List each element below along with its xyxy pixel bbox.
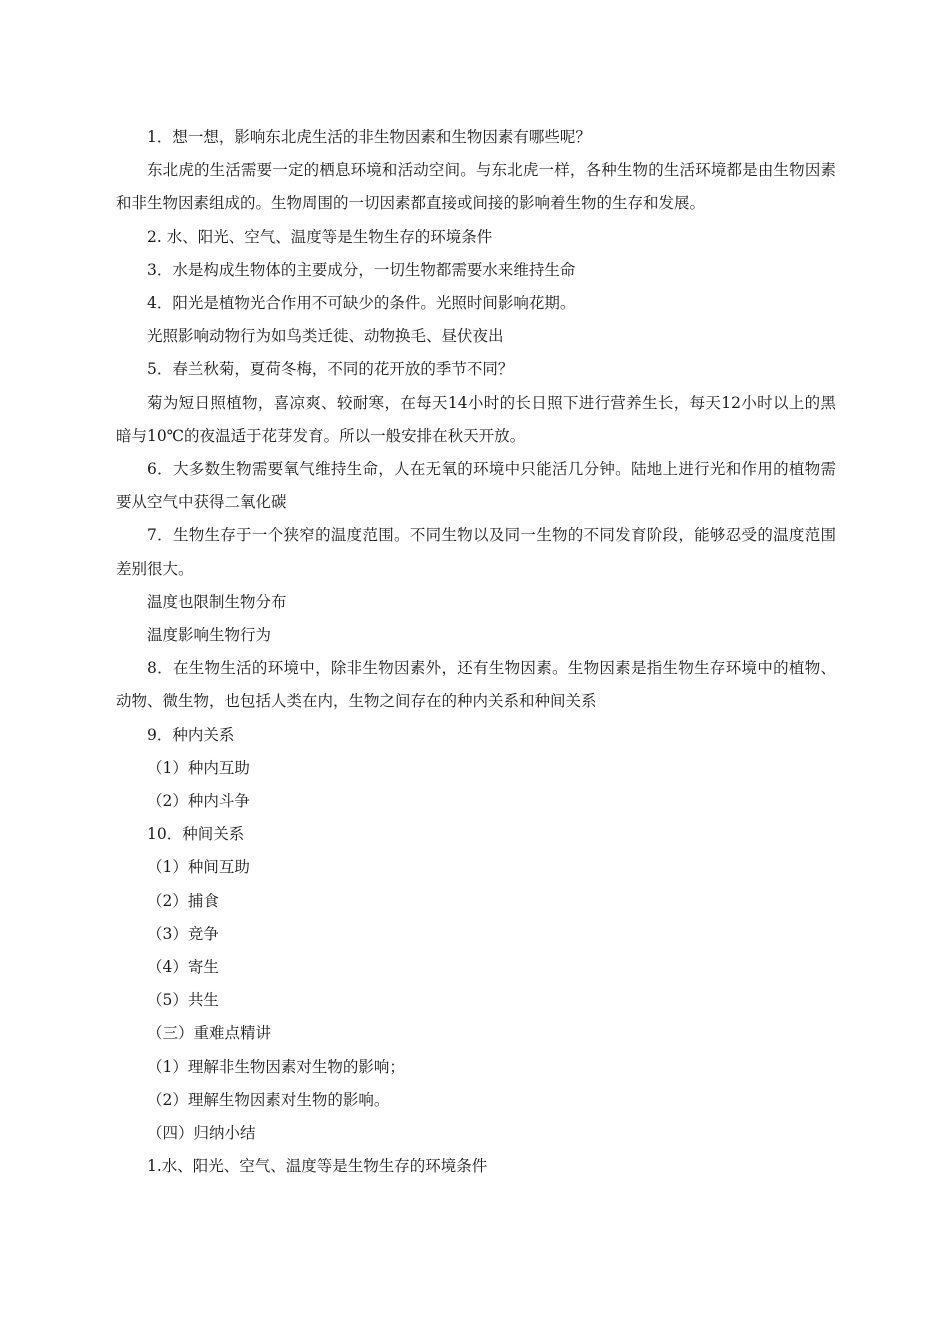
paragraph-point-3: 3．水是构成生物体的主要成分，一切生物都需要水来维持生命 — [147, 260, 576, 279]
paragraph-point-6: 6．大多数生物需要氧气维持生命，人在无氧的环境中只能活几分钟。陆地上进行光和作用的植物需要从空气中获得二氧化碳 — [116, 460, 836, 512]
paragraph-temp-distribution: 温度也限制生物分布 — [147, 592, 287, 611]
paragraph-point-10: 10．种间关系 — [147, 825, 245, 844]
paragraph-point-5: 5．春兰秋菊，夏荷冬梅，不同的花开放的季节不同？ — [147, 360, 514, 379]
paragraph-temp-behavior: 温度影响生物行为 — [147, 626, 272, 645]
list-item: （2）理解生物因素对生物的影响。 — [147, 1090, 390, 1109]
paragraph-summary-1: 1.水、阳光、空气、温度等是生物生存的环境条件 — [147, 1157, 488, 1176]
paragraph-chrysanthemum: 菊为短日照植物，喜凉爽、较耐寒，在每天14小时的长日照下进行营养生长，每天12小时以上的黑暗与10℃的夜温适于花芽发育。所以一般安排在秋天开放。 — [116, 393, 836, 445]
paragraph-point-4: 4．阳光是植物光合作用不可缺少的条件。光照时间影响花期。 — [147, 294, 576, 313]
list-item: （1）理解非生物因素对生物的影响； — [147, 1057, 405, 1076]
list-item: （1）种内互助 — [147, 758, 250, 777]
list-item: （4）寄生 — [147, 958, 219, 977]
paragraph-point-9: 9．种内关系 — [147, 725, 235, 744]
paragraph-point-8: 8．在生物生活的环境中，除非生物因素外，还有生物因素。生物因素是指生物生存环境中的植物、动物、微生物，也包括人类在内，生物之间存在的种内关系和种间关系 — [116, 659, 836, 711]
document-body — [116, 121, 836, 1184]
paragraph-light-animals: 光照影响动物行为如鸟类迁徙、动物换毛、昼伏夜出 — [147, 327, 504, 346]
list-item: （1）种间互助 — [147, 858, 250, 877]
list-item: （2）捕食 — [147, 891, 219, 910]
section-heading-key-points: （三）重难点精讲 — [147, 1024, 272, 1043]
paragraph-tiger-environment: 东北虎的生活需要一定的栖息环境和活动空间。与东北虎一样，各种生物的生活环境都是由生物因素和非生物因素组成的。生物周围的一切因素都直接或间接的影响着生物的生存和发展。 — [116, 161, 836, 213]
list-item: （3）竞争 — [147, 924, 219, 943]
section-heading-summary: （四）归纳小结 — [147, 1124, 256, 1143]
paragraph-point-7: 7．生物生存于一个狭窄的温度范围。不同生物以及同一生物的不同发育阶段，能够忍受的温度范围差别很大。 — [116, 526, 836, 578]
list-item: （5）共生 — [147, 991, 219, 1010]
list-item: （2）种内斗争 — [147, 792, 250, 811]
paragraph-point-2: 2. 水、阳光、空气、温度等是生物生存的环境条件 — [147, 227, 493, 246]
paragraph-q1: 1．想一想，影响东北虎生活的非生物因素和生物因素有哪些呢？ — [147, 128, 591, 146]
